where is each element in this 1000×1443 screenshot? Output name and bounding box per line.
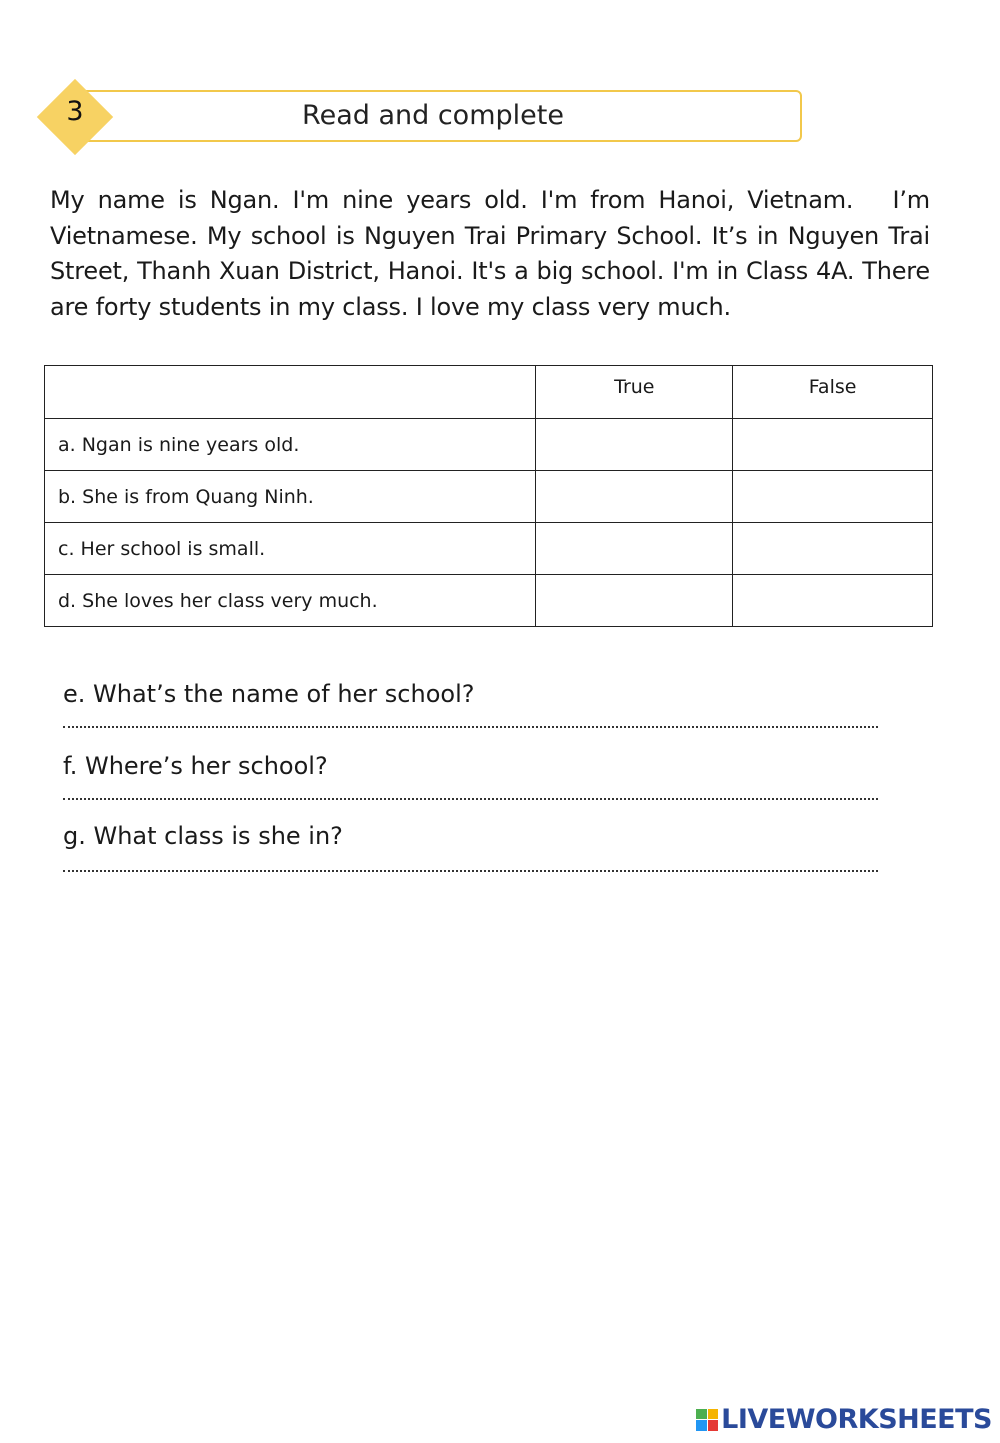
false-checkbox-b[interactable] [733, 471, 933, 523]
true-false-table [44, 365, 933, 627]
header-true: True [536, 366, 733, 419]
brand-watermark [696, 1404, 992, 1435]
true-checkbox-a[interactable] [536, 419, 733, 471]
true-checkbox-b[interactable] [536, 471, 733, 523]
question-g: g. What class is she in? [63, 822, 343, 850]
table-row [45, 575, 933, 627]
table-header-row [45, 366, 933, 419]
statement-d: d. She loves her class very much. [45, 575, 536, 627]
question-e: e. What’s the name of her school? [63, 680, 475, 708]
true-checkbox-d[interactable] [536, 575, 733, 627]
table-row [45, 471, 933, 523]
table-row [45, 419, 933, 471]
false-checkbox-c[interactable] [733, 523, 933, 575]
false-checkbox-a[interactable] [733, 419, 933, 471]
header-bar [64, 90, 802, 142]
brand-name: LIVEWORKSHEETS [721, 1404, 992, 1435]
false-checkbox-d[interactable] [733, 575, 933, 627]
answer-field-e[interactable] [63, 726, 878, 728]
reading-passage: My name is Ngan. I'm nine years old. I'm from Hanoi, Vietnam. I’m Vietnamese. My school is Nguyen Trai Primary School. It’s in Nguyen Trai Street, Thanh Xuan District, Hanoi. It's a big school. I'm in Class 4A. There are forty students in my class. I love my class very much. [50, 186, 930, 321]
answer-field-g[interactable] [63, 870, 878, 872]
exercise-title: Read and complete [302, 100, 564, 131]
answer-field-f[interactable] [63, 798, 878, 800]
header-false: False [733, 366, 933, 419]
statement-b: b. She is from Quang Ninh. [45, 471, 536, 523]
statement-a: a. Ngan is nine years old. [45, 419, 536, 471]
header-statement [45, 366, 536, 419]
true-checkbox-c[interactable] [536, 523, 733, 575]
question-f: f. Where’s her school? [63, 752, 328, 780]
table-row [45, 523, 933, 575]
liveworksheets-logo-icon [696, 1409, 718, 1431]
exercise-number: 3 [66, 96, 84, 127]
statement-c: c. Her school is small. [45, 523, 536, 575]
